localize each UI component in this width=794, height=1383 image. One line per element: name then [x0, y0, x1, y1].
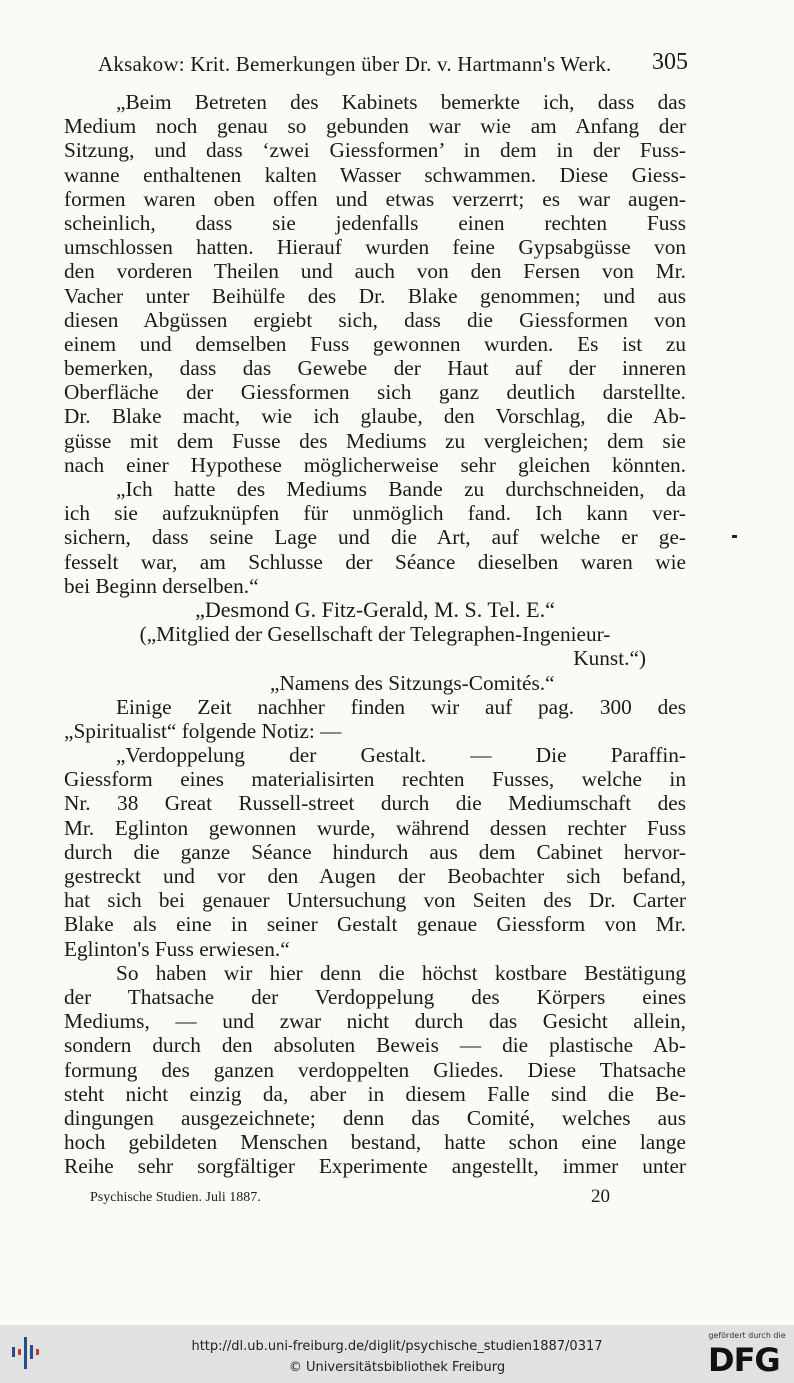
text-line: „Ich hatte des Mediums Bande zu durchschneiden, da: [116, 477, 686, 501]
text-line: durch die ganze Séance hindurch aus dem Cabinet hervor-: [64, 839, 686, 864]
text-line: steht nicht einzig da, aber in diesem Falle sind die Be-: [64, 1081, 686, 1106]
text-line: den vorderen Theilen und auch von den Fersen von Mr.: [64, 259, 686, 284]
text-line: bemerken, dass das Gewebe der Haut auf der inneren: [64, 356, 686, 381]
text-line: gestreckt und vor den Augen der Beobachter sich befand,: [64, 864, 686, 888]
text-line: dingungen ausgezeichnete; denn das Comité, welches aus: [64, 1105, 686, 1130]
text-line: diesen Abgüssen ergiebt sich, dass die Giessformen von: [64, 307, 686, 332]
dfg-logo-text: DFG: [708, 1341, 780, 1379]
text-line: sondern durch den absoluten Beweis — die plastische Ab-: [64, 1033, 686, 1058]
copyright-notice: © Universitätsbibliothek Freiburg: [288, 1360, 506, 1375]
text-line: sichern, dass seine Lage und die Art, auf welche er ge-: [64, 525, 686, 550]
text-line: Medium noch genau so gebunden war wie am Anfang der: [64, 114, 686, 139]
text-line: „Spiritualist“ folgende Notiz: —: [64, 718, 342, 743]
text-line: So haben wir hier denn die höchst kostbare Bestätigung: [116, 960, 686, 985]
footer-journal: Psychische Studien. Juli 1887.: [90, 1190, 261, 1205]
signature-affiliation-cont: Kunst.“): [573, 646, 646, 671]
signature-name: „Desmond G. Fitz-Gerald, M. S. Tel. E.“: [195, 596, 555, 622]
text-line: ich sie aufzuknüpfen für unmöglich fand. Ich kann ver-: [64, 501, 686, 526]
footer-signature: 20: [591, 1186, 610, 1207]
dfg-caption: gefördert durch die: [708, 1331, 786, 1340]
text-line: güsse mit dem Fusse des Mediums zu vergleichen; dem sie: [64, 428, 686, 453]
text-line: Reihe sehr sorgfältiger Experimente angestellt, immer unter: [64, 1154, 686, 1179]
running-title: Aksakow: Krit. Bemerkungen über Dr. v. Hartmann's Werk.: [98, 52, 612, 76]
text-line: Giessform eines materialisirten rechten Fusses, welche in: [64, 767, 686, 792]
text-line: hat sich bei genauer Untersuchung von Seiten des Dr. Carter: [64, 888, 686, 913]
text-line: einem und demselben Fuss gewonnen wurden. Es ist zu: [64, 331, 686, 356]
page-footer: [90, 1186, 610, 1210]
text-line: „Beim Betreten des Kabinets bemerkte ich, dass das: [116, 90, 686, 114]
signature-affiliation: („Mitglied der Gesellschaft der Telegraphen-Ingenieur-: [139, 622, 611, 647]
text-line: Einige Zeit nachher finden wir auf pag. 300 des: [116, 694, 686, 719]
text-line: bei Beginn derselben.“: [64, 573, 259, 598]
text-line: nach einer Hypothese möglicherweise sehr gleichen könnten.: [64, 452, 686, 477]
text-line: Blake als eine in seiner Gestalt genaue Giessform von Mr.: [64, 912, 686, 937]
text-line: der Thatsache der Verdoppelung des Körpers eines: [64, 984, 686, 1009]
margin-mark: [732, 535, 737, 538]
text-line: Dr. Blake macht, wie ich glaube, den Vorschlag, die Ab-: [64, 404, 686, 429]
text-line: Mediums, — und zwar nicht durch das Gesicht allein,: [64, 1009, 686, 1034]
text-line: Mr. Eglinton gewonnen wurde, während dessen rechter Fuss: [64, 815, 686, 840]
text-line: fesselt war, am Schlusse der Séance dieselben waren wie: [64, 549, 686, 574]
dfg-logo: [704, 1331, 790, 1379]
text-line: formung des ganzen verdoppelten Gliedes. Diese Thatsache: [64, 1057, 686, 1082]
running-header: [98, 49, 688, 82]
page-number: 305: [652, 49, 688, 75]
text-line: Oberfläche der Giessformen sich ganz deutlich darstellte.: [64, 380, 686, 405]
text-line: Nr. 38 Great Russell-street durch die Mediumschaft des: [64, 791, 686, 816]
text-line: formen waren oben offen und etwas verzerrt; es war augen-: [64, 186, 686, 211]
text-line: Vacher unter Beihülfe des Dr. Blake genommen; und aus: [64, 283, 686, 308]
text-line: Sitzung, und dass ‘zwei Giessformen’ in dem in der Fuss-: [64, 138, 686, 163]
text-line: scheinlich, dass sie jedenfalls einen rechten Fuss: [64, 210, 686, 235]
text-line: hoch gebildeten Menschen bestand, hatte schon eine lange: [64, 1130, 686, 1155]
signature-committee: „Namens des Sitzungs-Comités.“: [270, 670, 555, 695]
document-url[interactable]: http://dl.ub.uni-freiburg.de/diglit/psychische_studien1887/0317: [191, 1339, 603, 1354]
text-line: wanne enthaltenen kalten Wasser schwammen. Diese Giess-: [64, 162, 686, 187]
text-line: „Verdoppelung der Gestalt. — Die Paraffin-: [116, 743, 686, 768]
viewer-bar: [0, 1325, 794, 1383]
text-line: umschlossen hatten. Hierauf wurden feine Gypsabgüsse von: [64, 235, 686, 260]
text-line: Eglinton's Fuss erwiesen.“: [64, 936, 290, 961]
body-text: [64, 90, 686, 1178]
